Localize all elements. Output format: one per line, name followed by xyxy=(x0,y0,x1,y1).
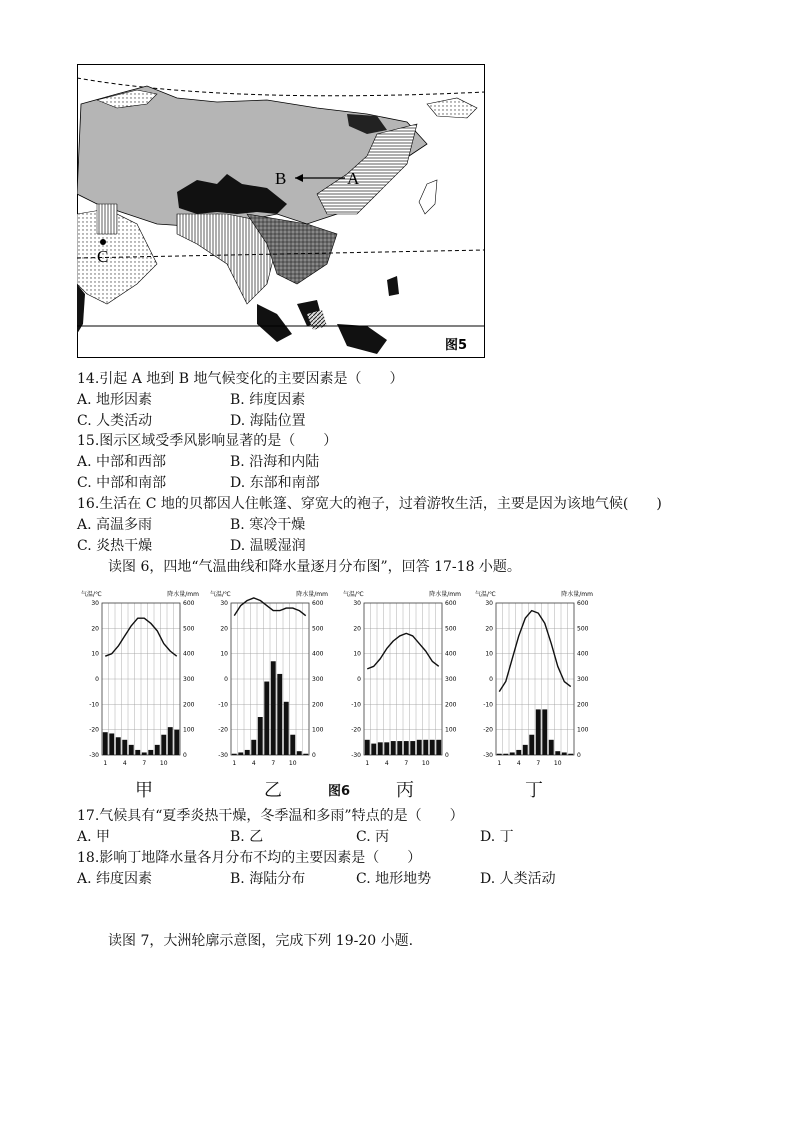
precip-bar xyxy=(251,740,256,755)
precip-bar xyxy=(148,750,153,755)
temp-tick-label: 0 xyxy=(95,676,99,683)
temp-tick-label: 30 xyxy=(353,600,361,607)
precip-tick-label: 400 xyxy=(183,650,195,658)
precip-tick-label: 500 xyxy=(577,625,589,633)
temp-tick-label: -10 xyxy=(218,701,228,709)
month-tick-label: 10 xyxy=(288,760,297,767)
precip-tick-label: 0 xyxy=(445,752,449,759)
precip-tick-label: 600 xyxy=(445,600,457,607)
precip-bar xyxy=(161,735,166,755)
precip-bar xyxy=(271,661,276,755)
month-tick-label: 10 xyxy=(421,760,430,767)
precip-bar xyxy=(423,740,428,755)
precip-tick-label: 200 xyxy=(183,701,195,709)
temp-tick-label: 20 xyxy=(91,625,99,633)
map-svg xyxy=(77,64,485,358)
label-a: A xyxy=(347,169,360,188)
precip-bar xyxy=(404,741,409,755)
temp-tick-label: 0 xyxy=(224,676,228,683)
label-c: C xyxy=(97,247,109,266)
precip-tick-label: 600 xyxy=(577,600,589,607)
climate-chart-jia xyxy=(80,589,200,769)
precip-bar xyxy=(410,741,415,755)
precip-bar xyxy=(549,740,554,755)
precip-bar xyxy=(417,740,422,755)
temp-tick-label: 20 xyxy=(220,625,228,633)
q15-option-a[interactable]: A. 中部和西部 xyxy=(77,454,167,470)
month-tick-label: 7 xyxy=(271,760,276,767)
precip-bar xyxy=(510,752,515,755)
q16-option-c[interactable]: C. 炎热干燥 xyxy=(77,538,153,554)
month-tick-label: 4 xyxy=(384,760,389,767)
temp-tick-label: -30 xyxy=(89,752,99,759)
month-tick-label: 1 xyxy=(103,760,108,767)
precip-tick-label: 200 xyxy=(312,701,324,709)
climate-chart-bing xyxy=(342,589,462,769)
fig5-label: 图5 xyxy=(445,338,468,353)
precip-tick-label: 0 xyxy=(577,752,581,759)
climate-chart-ding xyxy=(474,589,594,769)
precip-bar xyxy=(122,740,127,755)
precip-bar xyxy=(258,717,263,755)
precip-tick-label: 100 xyxy=(183,726,195,734)
temp-tick-label: -30 xyxy=(351,752,361,759)
precip-bar xyxy=(155,745,160,755)
q14-option-b[interactable]: B. 纬度因素 xyxy=(230,392,306,408)
q16-option-d[interactable]: D. 温暖湿润 xyxy=(230,538,306,554)
precip-bar xyxy=(174,730,179,755)
precip-tick-label: 200 xyxy=(577,701,589,709)
precip-bar xyxy=(497,754,502,755)
question-15: 15.图示区域受季风影响显著的是（ ） xyxy=(77,433,338,449)
precip-bar xyxy=(303,754,308,755)
precip-bar xyxy=(135,750,140,755)
q17-option-a[interactable]: A. 甲 xyxy=(77,829,111,845)
precip-bar xyxy=(168,727,173,755)
precip-bar xyxy=(284,702,289,755)
q16-option-a[interactable]: A. 高温多雨 xyxy=(77,517,153,533)
precip-bar xyxy=(290,735,295,755)
temp-tick-label: 30 xyxy=(485,600,493,607)
axis-title-precipitation: 降水量/mm xyxy=(561,591,593,598)
precip-bar xyxy=(277,674,282,755)
temp-tick-label: -20 xyxy=(351,726,361,734)
month-tick-label: 7 xyxy=(536,760,541,767)
precip-bar xyxy=(245,750,250,755)
month-tick-label: 1 xyxy=(365,760,370,767)
axis-title-precipitation: 降水量/mm xyxy=(296,591,328,598)
month-tick-label: 7 xyxy=(404,760,409,767)
axis-title-temperature: 气温/℃ xyxy=(343,591,364,598)
axis-title-precipitation: 降水量/mm xyxy=(167,591,199,598)
temp-tick-label: 10 xyxy=(91,650,99,658)
precip-bar xyxy=(542,709,547,755)
q14-option-d[interactable]: D. 海陆位置 xyxy=(230,413,306,429)
precip-tick-label: 0 xyxy=(183,752,187,759)
precip-bar xyxy=(503,754,508,755)
temp-tick-label: -10 xyxy=(351,701,361,709)
precip-tick-label: 500 xyxy=(183,625,195,633)
precip-bar xyxy=(384,742,389,755)
q18-option-b[interactable]: B. 海陆分布 xyxy=(230,871,306,887)
temp-tick-label: -30 xyxy=(218,752,228,759)
precip-bar xyxy=(555,751,560,755)
precip-bar xyxy=(436,740,441,755)
point-c-marker xyxy=(100,239,106,245)
q18-option-c[interactable]: C. 地形地势 xyxy=(356,871,432,887)
precip-tick-label: 600 xyxy=(183,600,195,607)
temp-tick-label: 0 xyxy=(489,676,493,683)
question-14: 14.引起 A 地到 B 地气候变化的主要因素是（ ） xyxy=(77,371,404,387)
temp-tick-label: -20 xyxy=(483,726,493,734)
intro-figure-7: 读图 7，大洲轮廓示意图，完成下列 19-20 小题. xyxy=(108,933,414,949)
temp-tick-label: -20 xyxy=(89,726,99,734)
precip-tick-label: 500 xyxy=(445,625,457,633)
question-17: 17.气候具有“夏季炎热干燥，冬季温和多雨”特点的是（ ） xyxy=(77,808,464,824)
q15-option-c[interactable]: C. 中部和南部 xyxy=(77,475,167,491)
precip-tick-label: 300 xyxy=(445,676,457,683)
q18-option-a[interactable]: A. 纬度因素 xyxy=(77,871,153,887)
precip-tick-label: 200 xyxy=(445,701,457,709)
precip-tick-label: 100 xyxy=(577,726,589,734)
precip-tick-label: 400 xyxy=(445,650,457,658)
precip-bar xyxy=(523,745,528,755)
axis-title-temperature: 气温/℃ xyxy=(210,591,231,598)
q17-option-b[interactable]: B. 乙 xyxy=(230,829,264,845)
question-16: 16.生活在 C 地的贝都因人住帐篷、穿宽大的袍子，过着游牧生活，主要是因为该地气候( ) xyxy=(77,496,662,512)
axis-title-temperature: 气温/℃ xyxy=(475,591,496,598)
precip-bar xyxy=(430,740,435,755)
month-tick-label: 4 xyxy=(122,760,127,767)
temp-tick-label: -10 xyxy=(89,701,99,709)
month-tick-label: 7 xyxy=(142,760,147,767)
precip-tick-label: 500 xyxy=(312,625,324,633)
precip-bar xyxy=(516,750,521,755)
precip-bar xyxy=(365,740,370,755)
q15-option-d[interactable]: D. 东部和南部 xyxy=(230,475,320,491)
q17-option-c[interactable]: C. 丙 xyxy=(356,829,390,845)
precip-tick-label: 400 xyxy=(577,650,589,658)
month-tick-label: 10 xyxy=(159,760,168,767)
axis-title-precipitation: 降水量/mm xyxy=(429,591,461,598)
precip-tick-label: 100 xyxy=(312,726,324,734)
temp-tick-label: 30 xyxy=(220,600,228,607)
precip-bar xyxy=(371,744,376,755)
precip-tick-label: 300 xyxy=(577,676,589,683)
chart-name-jia: 甲 xyxy=(135,780,153,801)
temp-tick-label: -20 xyxy=(218,726,228,734)
precip-tick-label: 300 xyxy=(183,676,195,683)
q14-option-a[interactable]: A. 地形因素 xyxy=(77,392,153,408)
precip-bar xyxy=(238,752,243,755)
q16-option-b[interactable]: B. 寒冷干燥 xyxy=(230,517,306,533)
month-tick-label: 4 xyxy=(251,760,256,767)
q15-option-b[interactable]: B. 沿海和内陆 xyxy=(230,454,320,470)
precip-tick-label: 400 xyxy=(312,650,324,658)
precip-bar xyxy=(536,709,541,755)
temp-tick-label: 30 xyxy=(91,600,99,607)
precip-bar xyxy=(232,754,237,755)
temp-tick-label: 10 xyxy=(220,650,228,658)
precip-tick-label: 300 xyxy=(312,676,324,683)
precip-tick-label: 100 xyxy=(445,726,457,734)
q17-option-d[interactable]: D. 丁 xyxy=(480,829,514,845)
precip-bar xyxy=(297,751,302,755)
temp-tick-label: 20 xyxy=(485,625,493,633)
precip-bar xyxy=(129,745,134,755)
temp-tick-label: 0 xyxy=(357,676,361,683)
precip-tick-label: 0 xyxy=(312,752,316,759)
chart-name-ding: 丁 xyxy=(525,780,543,801)
q14-option-c[interactable]: C. 人类活动 xyxy=(77,413,153,429)
temp-tick-label: 10 xyxy=(353,650,361,658)
question-18: 18.影响丁地降水量各月分布不均的主要因素是（ ） xyxy=(77,850,422,866)
q18-option-d[interactable]: D. 人类活动 xyxy=(480,871,556,887)
climate-chart-yi xyxy=(209,589,329,769)
fig6-caption: 图6 xyxy=(328,784,351,799)
precip-bar xyxy=(264,682,269,755)
month-tick-label: 1 xyxy=(232,760,237,767)
intro-figure-6: 读图 6，四地“气温曲线和降水量逐月分布图”，回答 17-18 小题。 xyxy=(108,559,521,575)
month-tick-label: 4 xyxy=(516,760,521,767)
precip-bar xyxy=(142,752,147,755)
precip-bar xyxy=(529,735,534,755)
precip-bar xyxy=(378,742,383,755)
precip-bar xyxy=(109,733,114,755)
chart-name-yi: 乙 xyxy=(264,780,282,801)
label-b: B xyxy=(275,169,287,188)
precip-bar xyxy=(562,752,567,755)
axis-title-temperature: 气温/℃ xyxy=(81,591,102,598)
precip-bar xyxy=(103,732,108,755)
precip-bar xyxy=(116,737,121,755)
precip-bar xyxy=(391,741,396,755)
temp-tick-label: 10 xyxy=(485,650,493,658)
asia-climate-map xyxy=(77,64,485,358)
precip-bar xyxy=(397,741,402,755)
month-tick-label: 1 xyxy=(497,760,502,767)
month-tick-label: 10 xyxy=(553,760,562,767)
temp-tick-label: 20 xyxy=(353,625,361,633)
chart-name-bing: 丙 xyxy=(396,780,414,801)
temp-tick-label: -10 xyxy=(483,701,493,709)
precip-bar xyxy=(568,754,573,755)
precip-tick-label: 600 xyxy=(312,600,324,607)
temp-tick-label: -30 xyxy=(483,752,493,759)
